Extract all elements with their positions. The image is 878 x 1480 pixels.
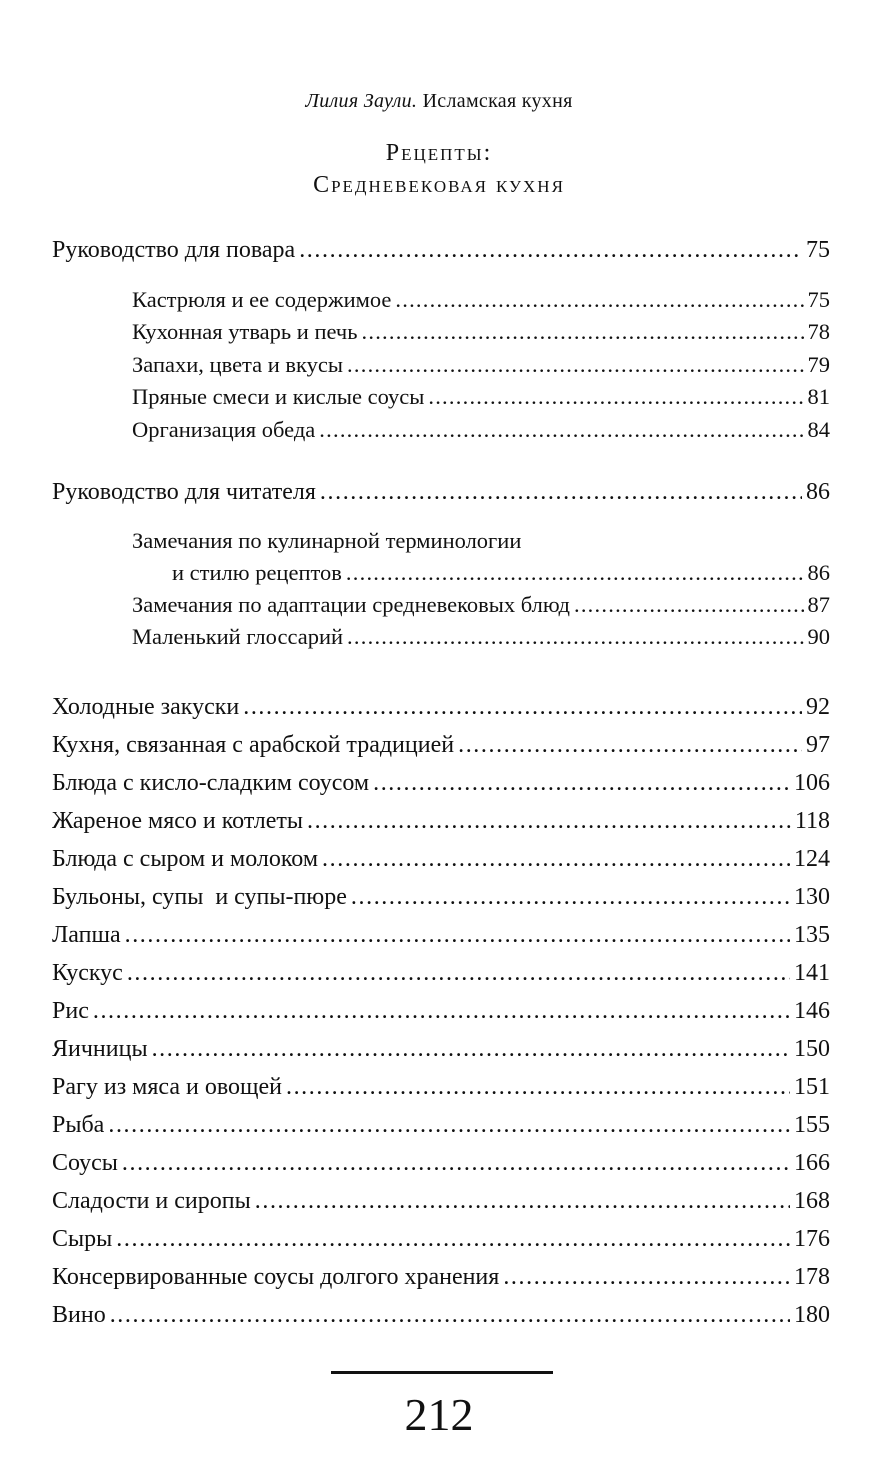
author-name: Лилия Заули. xyxy=(305,90,418,112)
toc-subentry[interactable] xyxy=(132,417,830,443)
toc-subentry[interactable] xyxy=(132,287,830,313)
toc-entry-label: Руководство для читателя xyxy=(52,479,316,505)
dot-leader xyxy=(458,732,802,759)
toc-entry-label: Запахи, цвета и вкусы xyxy=(132,352,344,377)
toc-entry-label: Руководство для повара xyxy=(52,237,296,263)
toc-entry[interactable] xyxy=(52,1188,830,1215)
toc-entry-label: Яичницы xyxy=(52,1036,148,1062)
toc-entry-page: 146 xyxy=(794,998,830,1024)
toc-entry[interactable] xyxy=(52,998,830,1025)
toc-entry-page: 155 xyxy=(794,1112,830,1138)
toc-entry-page: 79 xyxy=(807,352,830,377)
dot-leader xyxy=(320,479,802,506)
toc-entry-label: Кастрюля и ее содержимое xyxy=(132,287,392,312)
dot-leader xyxy=(347,352,803,378)
toc-entry-label: и стилю рецептов xyxy=(172,560,342,585)
running-head xyxy=(0,90,878,113)
toc-entry-page: 141 xyxy=(794,960,830,986)
toc-entry[interactable] xyxy=(52,884,830,911)
toc-entry-label: Замечания по адаптации средневековых блюд xyxy=(132,592,570,617)
dot-leader xyxy=(152,1036,790,1063)
footer-rule xyxy=(331,1371,553,1374)
toc-entry-page: 81 xyxy=(807,384,830,409)
toc-subentry[interactable] xyxy=(132,384,830,410)
toc-entry-reader-guide[interactable] xyxy=(52,479,830,506)
toc-entry-page: 118 xyxy=(794,808,830,834)
toc-entry-label: Рагу из мяса и овощей xyxy=(52,1074,282,1100)
toc-entry-page: 176 xyxy=(794,1226,830,1252)
toc-subentry[interactable] xyxy=(132,592,830,618)
dot-leader xyxy=(299,237,802,264)
toc-entry-page: 151 xyxy=(794,1074,830,1100)
dot-leader xyxy=(503,1264,790,1291)
toc-entry-page: 168 xyxy=(794,1188,830,1214)
toc-entry-label: Рис xyxy=(52,998,89,1024)
dot-leader xyxy=(574,592,804,618)
toc-entry[interactable] xyxy=(52,1264,830,1291)
dot-leader xyxy=(110,1302,790,1329)
toc-entry[interactable] xyxy=(52,1226,830,1253)
toc-entry-label: Сладости и сиропы xyxy=(52,1188,251,1214)
toc-entry-label: Бульоны, супы и супы-пюре xyxy=(52,884,347,910)
toc-entry-page: 150 xyxy=(794,1036,830,1062)
toc-entry-label: Кускус xyxy=(52,960,123,986)
page-number: 212 xyxy=(404,1389,474,1440)
toc-subentry[interactable] xyxy=(132,352,830,378)
dot-leader xyxy=(395,287,803,313)
dot-leader xyxy=(127,960,790,987)
toc-entry[interactable] xyxy=(52,1074,830,1101)
toc-entry-page: 106 xyxy=(794,770,830,796)
toc-entry-label: Консервированные соусы долгого хранения xyxy=(52,1264,500,1290)
toc-entry-cook-guide[interactable] xyxy=(52,237,830,264)
toc-entry-page: 86 xyxy=(806,479,830,505)
toc-entry-page: 86 xyxy=(807,560,830,585)
toc-entry-page: 75 xyxy=(806,237,830,263)
toc-entry-page: 130 xyxy=(794,884,830,910)
toc-entry-page: 84 xyxy=(807,417,830,442)
toc-entry-label: Лапша xyxy=(52,922,121,948)
toc-entry[interactable] xyxy=(52,808,830,835)
toc-entry-label: Холодные закуски xyxy=(52,694,240,720)
toc-entry[interactable] xyxy=(52,770,830,797)
toc-entry[interactable] xyxy=(52,1150,830,1177)
toc-entry[interactable] xyxy=(52,1036,830,1063)
toc-entry[interactable] xyxy=(52,960,830,987)
toc-entry-label: Рыба xyxy=(52,1112,105,1138)
dot-leader xyxy=(428,384,803,410)
toc-entry-label: Кухня, связанная с арабской традицией xyxy=(52,732,455,758)
section-title-line2: Средневековая кухня xyxy=(313,172,565,198)
dot-leader xyxy=(93,998,790,1025)
toc-entry-page: 178 xyxy=(794,1264,830,1290)
book-title: Исламская кухня xyxy=(422,90,573,112)
toc-entry-label: Жареное мясо и котлеты xyxy=(52,808,303,834)
toc-subentry[interactable] xyxy=(132,624,830,650)
dot-leader xyxy=(351,884,790,911)
toc-subentry-line1[interactable]: Замечания по кулинарной терминологии xyxy=(132,528,522,553)
toc-entry-label: Кухонная утварь и печь xyxy=(132,319,358,344)
toc-entry-page: 180 xyxy=(794,1302,830,1328)
toc-entry-label: Блюда с кисло-сладким соусом xyxy=(52,770,370,796)
toc-entry-page: 97 xyxy=(806,732,830,758)
dot-leader xyxy=(116,1226,790,1253)
toc-entry-label: Вино xyxy=(52,1302,106,1328)
dot-leader xyxy=(243,694,802,721)
toc-entry-page: 124 xyxy=(794,846,830,872)
section-title-line1: Рецепты: xyxy=(385,140,493,166)
toc-entry[interactable] xyxy=(52,922,830,949)
toc-entry-page: 78 xyxy=(807,319,830,344)
toc-entry[interactable] xyxy=(52,732,830,759)
dot-leader xyxy=(322,846,790,873)
toc-entry-label: Блюда с сыром и молоком xyxy=(52,846,319,872)
toc-entry[interactable] xyxy=(52,846,830,873)
dot-leader xyxy=(347,624,803,650)
toc-entry-label: Пряные смеси и кислые соусы xyxy=(132,384,425,409)
dot-leader xyxy=(122,1150,790,1177)
toc-entry-page: 166 xyxy=(794,1150,830,1176)
dot-leader xyxy=(373,770,790,797)
dot-leader xyxy=(286,1074,790,1101)
dot-leader xyxy=(346,560,804,586)
toc-entry-page: 75 xyxy=(807,287,830,312)
toc-entry[interactable] xyxy=(52,1302,830,1329)
dot-leader xyxy=(362,319,804,345)
toc-entry-label: Организация обеда xyxy=(132,417,316,442)
toc-entry[interactable] xyxy=(52,1112,830,1139)
toc-entry-label: Маленький глоссарий xyxy=(132,624,344,649)
toc-entry-page: 90 xyxy=(807,624,830,649)
dot-leader xyxy=(125,922,790,949)
dot-leader xyxy=(108,1112,790,1139)
dot-leader xyxy=(307,808,791,835)
toc-entry-page: 92 xyxy=(806,694,830,720)
dot-leader xyxy=(319,417,803,443)
toc-entry-label: Сыры xyxy=(52,1226,113,1252)
toc-subentry-continuation[interactable] xyxy=(172,560,830,586)
dot-leader xyxy=(255,1188,790,1215)
toc-entry-page: 87 xyxy=(807,592,830,617)
toc-subentry[interactable] xyxy=(132,319,830,345)
toc-entry-page: 135 xyxy=(794,922,830,948)
toc-entry[interactable] xyxy=(52,694,830,721)
toc-entry-label: Соусы xyxy=(52,1150,118,1176)
